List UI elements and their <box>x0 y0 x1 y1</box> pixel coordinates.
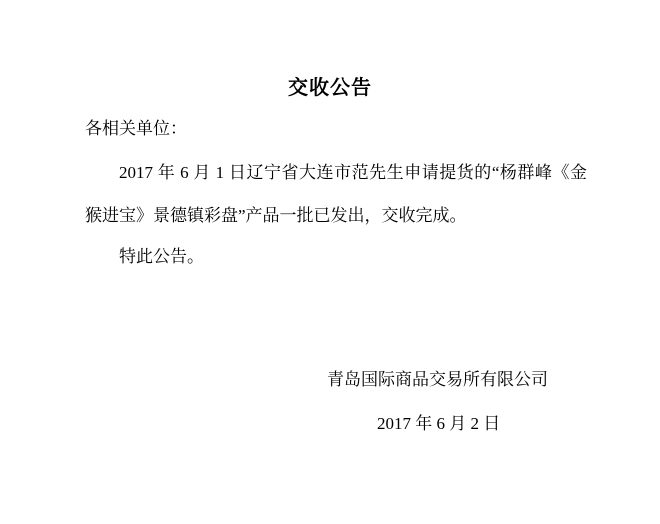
document-title: 交收公告 <box>288 77 372 99</box>
signature-company-name: 青岛国际商品交易所有限公司 <box>327 370 548 389</box>
salutation-line: 各相关单位： <box>85 119 187 138</box>
closing-line: 特此公告。 <box>119 247 204 266</box>
body-paragraph: 2017 年 6 月 1 日辽宁省大连市范先生申请提货的“杨群峰《金猴进宝》景德镇彩盘”产品一批已发出，交收完成。 <box>85 163 587 225</box>
signature-date: 2017 年 6 月 2 日 <box>377 414 501 433</box>
